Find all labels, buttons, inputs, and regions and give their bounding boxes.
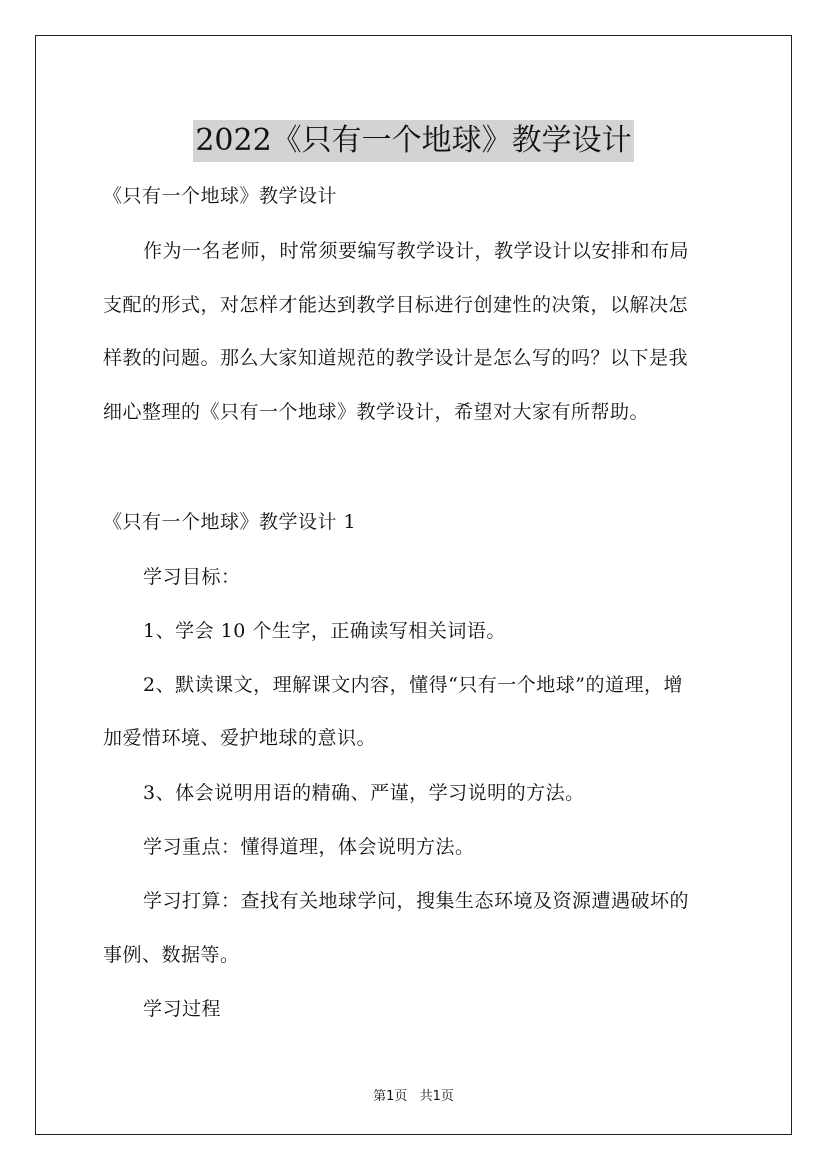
page-footer <box>0 1085 827 1104</box>
section-heading: 《只有一个地球》教学设计 1 <box>103 511 357 533</box>
learning-process: 学习过程 <box>143 998 222 1020</box>
goals-label: 学习目标： <box>143 566 241 588</box>
goal-3: 3、体会说明用语的精确、严谨，学习说明的方法。 <box>143 782 585 804</box>
title-container <box>0 100 827 182</box>
document-title: 2022《只有一个地球》教学设计 <box>193 120 633 162</box>
learning-prep-line-2: 事例、数据等。 <box>103 944 240 966</box>
page-number: 第1页 <box>373 1089 408 1104</box>
subtitle: 《只有一个地球》教学设计 <box>103 185 338 207</box>
goal-2-line-2: 加爱惜环境、爱护地球的意识。 <box>103 727 377 749</box>
page-total: 共1页 <box>419 1089 454 1104</box>
intro-line-2: 支配的形式，对怎样才能达到教学目标进行创建性的决策，以解决怎 <box>103 294 689 316</box>
intro-line-3: 样教的问题。那么大家知道规范的教学设计是怎么写的吗？以下是我 <box>103 347 689 369</box>
intro-line-1: 作为一名老师，时常须要编写教学设计，教学设计以安排和布局 <box>143 240 690 262</box>
goal-1: 1、学会 10 个生字，正确读写相关词语。 <box>143 620 506 642</box>
goal-2-line-1: 2、默读课文，理解课文内容，懂得“只有一个地球”的道理，增 <box>143 674 684 696</box>
intro-line-4: 细心整理的《只有一个地球》教学设计，希望对大家有所帮助。 <box>103 401 650 423</box>
learning-focus: 学习重点：懂得道理，体会说明方法。 <box>143 836 475 858</box>
learning-prep-line-1: 学习打算：查找有关地球学问，搜集生态环境及资源遭遇破坏的 <box>143 890 690 912</box>
